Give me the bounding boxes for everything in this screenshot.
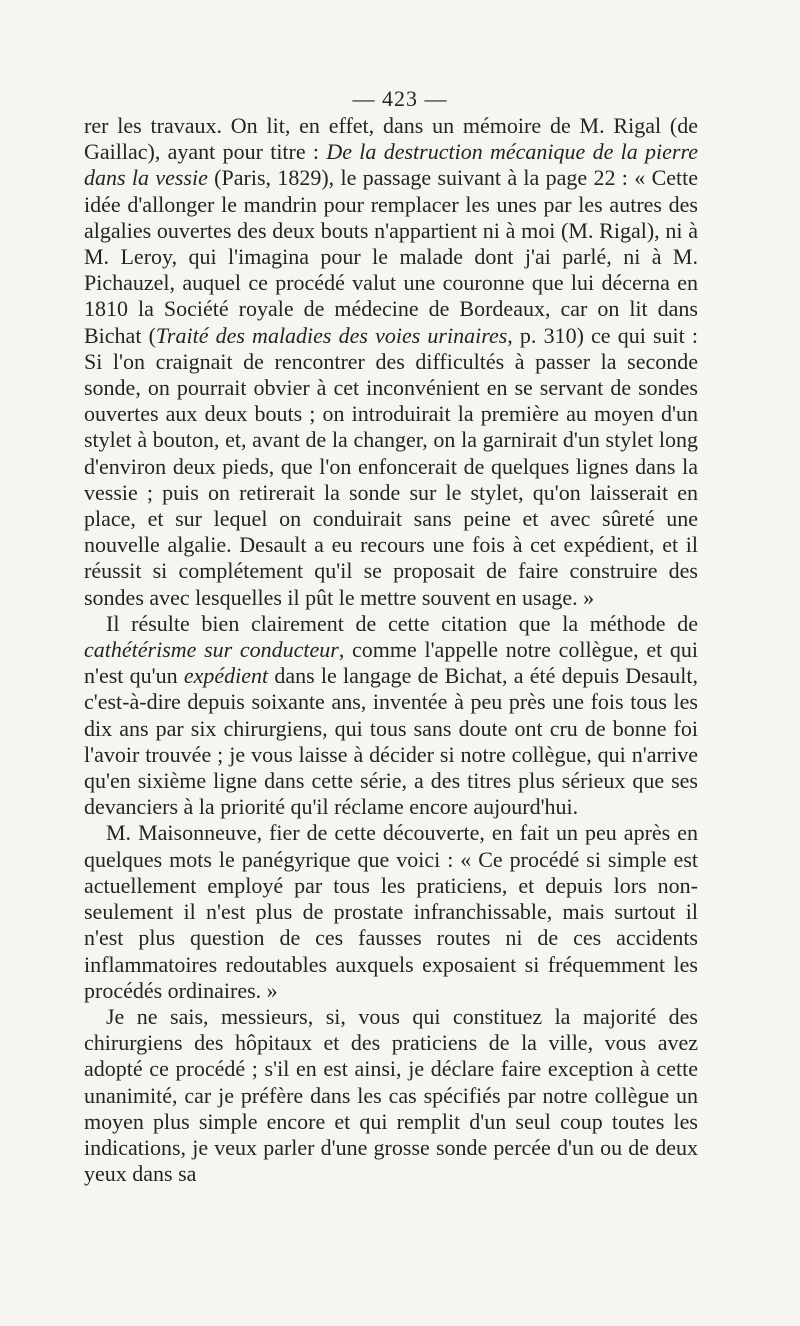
text-run: (Paris, 1829), le passage suivant à la page 22 : « Cette idée d'allonger le mandrin pour remplacer les unes par les autres des algalies ouvertes des deux bouts n'appartient ni à moi (M. Rigal), ni à M. Leroy, qui l'imagina pour le malade dont j'ai parlé, ni à M. Pichauzel, auquel ce procédé valut une couronne que lui décerna en 1810 la Société royale de médecine de Bordeaux, car on lit dans Bichat (	[84, 165, 698, 348]
paragraph-4	[84, 1004, 698, 1187]
text-run: rer les travaux. On lit, en effet, dans un mémoire de M. Rigal (de Gaillac), ayant pour titre :	[84, 113, 698, 165]
text-run: M. Maisonneuve, fier de cette découverte, en fait un peu après en quelques mots le panégyrique que voici : « Ce procédé si simple est actuellement employé par tous les praticiens, et depuis lors non-seulement il n'est plus de prostate infranchissable, mais surtout il n'est plus question de ces fausses routes ni de ces accidents inflammatoires redoutables auxquels exposaient si fréquemment les procédés ordinaires. »	[84, 820, 698, 1003]
text-run: , p. 310) ce qui suit : Si l'on craignait de rencontrer des difficultés à passer la seconde sonde, on pourrait obvier à cet inconvénient en se servant de sondes ouvertes aux deux bouts ; on introduirait la première au moyen d'un stylet à bouton, et, avant de la changer, on la garnirait d'un stylet long d'environ deux pieds, que l'on enfoncerait de quelques lignes dans la vessie ; puis on retirerait la sonde sur le stylet, qu'on laisserait en place, et sur lequel on conduirait sans peine et avec sûreté une nouvelle algalie. Desault a eu recours une fois à cet expédient, et il réussit si complétement qu'il se proposait de faire construire des sondes avec lesquelles il pût le mettre souvent en usage. »	[84, 322, 698, 610]
text-run: Je ne sais, messieurs, si, vous qui constituez la majorité des chirurgiens des hôpitaux et des praticiens de la ville, vous avez adopté ce procédé ; s'il en est ainsi, je déclare faire exception à cette unanimité, car je préfère dans les cas spécifiés par notre collègue un moyen plus simple encore et qui remplit d'un seul coup toutes les indications, je veux parler d'une grosse sonde percée d'un ou de deux yeux dans sa	[84, 1003, 698, 1187]
paragraph-1	[84, 113, 698, 611]
page-number-header: — 423 —	[352, 86, 448, 111]
text-run: Il résulte bien clairement de cette citation que la méthode de	[106, 610, 698, 636]
term-italic: expédient	[183, 663, 269, 689]
text-run: , comme l'appelle notre collègue, et qui n'est qu'un	[84, 637, 698, 689]
book-title-italic: De la destruction mécanique de la pierre dans la vessie	[84, 139, 698, 191]
paragraph-2	[84, 611, 698, 821]
paragraph-3	[84, 820, 698, 1003]
book-title-italic: Traité des maladies des voies urinaires	[155, 322, 508, 348]
text-run: dans le langage de Bichat, a été depuis Desault, c'est-à-dire depuis soixante ans, inventée à peu près une fois tous les dix ans par six chirurgiens, qui tous sans doute ont cru de bonne foi l'avoir trouvée ; je vous laisse à décider si notre collègue, qui n'arrive qu'en sixième ligne dans cette série, a des titres plus sérieux que ses devanciers à la priorité qu'il réclame encore aujourd'hui.	[84, 663, 698, 820]
body-text	[84, 113, 698, 1187]
term-italic: cathétérisme sur conducteur	[84, 637, 339, 663]
